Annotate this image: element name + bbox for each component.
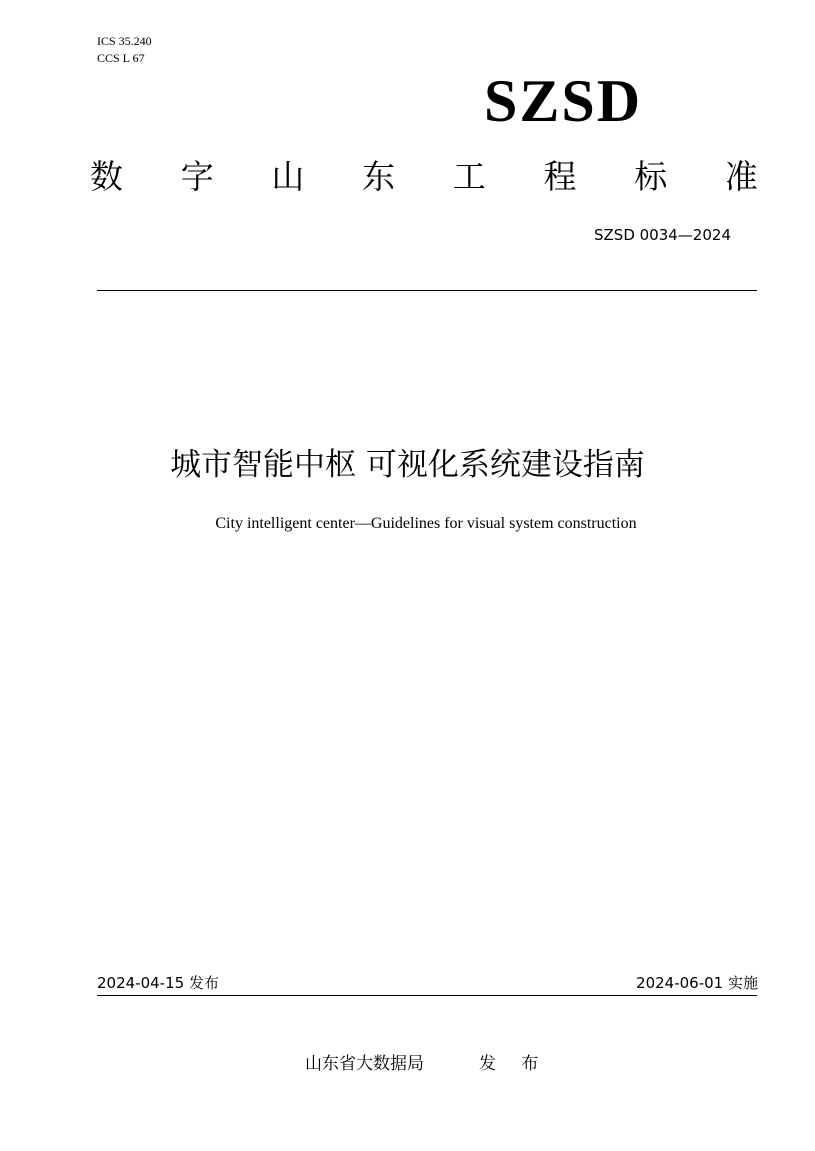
series-char: 字 (180, 157, 214, 196)
series-char: 程 (543, 157, 577, 196)
standard-number: SZSD 0034—2024 (594, 226, 731, 244)
standard-brand-mark: SZSD (484, 68, 643, 134)
issuing-authority: 山东省大数据局 (305, 1054, 424, 1074)
issuing-action: 发 布 (479, 1054, 549, 1074)
document-title-chinese: 城市智能中枢 可视化系统建设指南 (170, 447, 645, 483)
series-char: 数 (90, 157, 123, 196)
series-char: 标 (634, 157, 668, 196)
series-char: 工 (452, 157, 486, 196)
top-divider (97, 290, 757, 291)
document-title-english: City intelligent center—Guidelines for visual system construction (215, 515, 637, 532)
bottom-divider (97, 995, 757, 996)
implementation-date: 2024-06-01 实施 (636, 974, 758, 992)
series-char: 东 (362, 157, 396, 196)
standard-series-title (90, 155, 758, 199)
ics-code: ICS 35.240 (97, 34, 152, 48)
issue-date: 2024-04-15 发布 (97, 974, 219, 992)
series-char: 山 (271, 157, 305, 196)
series-char: 准 (724, 157, 758, 196)
ccs-code: CCS L 67 (97, 51, 145, 65)
